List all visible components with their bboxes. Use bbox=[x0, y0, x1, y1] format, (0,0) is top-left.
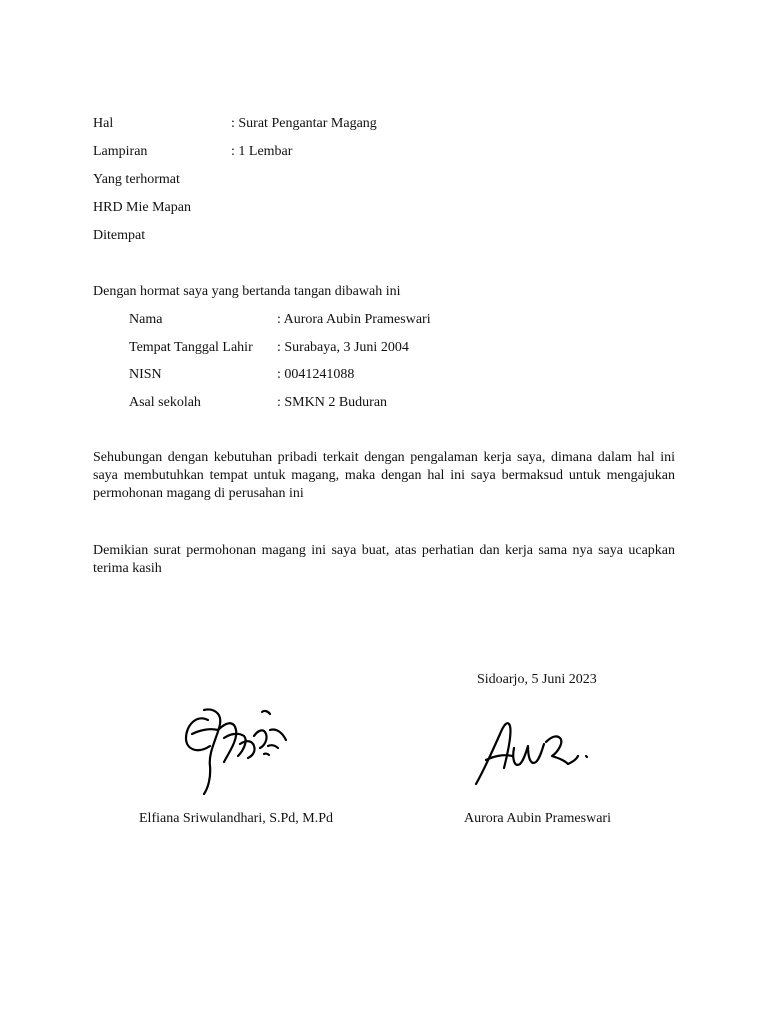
detail-label: Asal sekolah bbox=[129, 395, 201, 410]
lampiran-value: : 1 Lembar bbox=[231, 144, 293, 159]
right-signatory-name: Aurora Aubin Prameswari bbox=[464, 811, 611, 826]
right-signature-graphic bbox=[468, 712, 598, 792]
detail-label: NISN bbox=[129, 367, 162, 382]
detail-label: Tempat Tanggal Lahir bbox=[129, 340, 253, 355]
right-signature-image bbox=[468, 712, 598, 792]
left-signature-image bbox=[178, 700, 293, 798]
closing-paragraph: Demikian surat permohonan magang ini saya buat, atas perhatian dan kerja sama nya saya ucapkan terima kasih bbox=[93, 543, 675, 576]
left-signatory-name: Elfiana Sriwulandhari, S.Pd, M.Pd bbox=[139, 811, 334, 826]
detail-label: Nama bbox=[129, 312, 163, 327]
recipient-line-1: Yang terhormat bbox=[93, 172, 180, 187]
lampiran-label: Lampiran bbox=[93, 144, 148, 159]
recipient-line-3: Ditempat bbox=[93, 228, 146, 243]
hal-value: : Surat Pengantar Magang bbox=[231, 116, 377, 131]
intro-line: Dengan hormat saya yang bertanda tangan dibawah ini bbox=[93, 284, 401, 299]
detail-value: : Surabaya, 3 Juni 2004 bbox=[277, 340, 409, 355]
hal-label: Hal bbox=[93, 116, 114, 131]
body-paragraph: Sehubungan dengan kebutuhan pribadi terkait dengan pengalaman kerja saya, dimana dalam hal ini saya membutuhkan tempat untuk magang, maka dengan hal ini saya bermaksud untuk mengajukan permohonan magang di perusahan ini bbox=[93, 450, 675, 501]
detail-value: : Aurora Aubin Prameswari bbox=[277, 312, 431, 327]
left-signature-graphic bbox=[178, 700, 293, 798]
detail-value: : SMKN 2 Buduran bbox=[277, 395, 388, 410]
recipient-line-2: HRD Mie Mapan bbox=[93, 200, 191, 215]
detail-value: : 0041241088 bbox=[277, 367, 355, 382]
place-date: Sidoarjo, 5 Juni 2023 bbox=[477, 672, 597, 687]
